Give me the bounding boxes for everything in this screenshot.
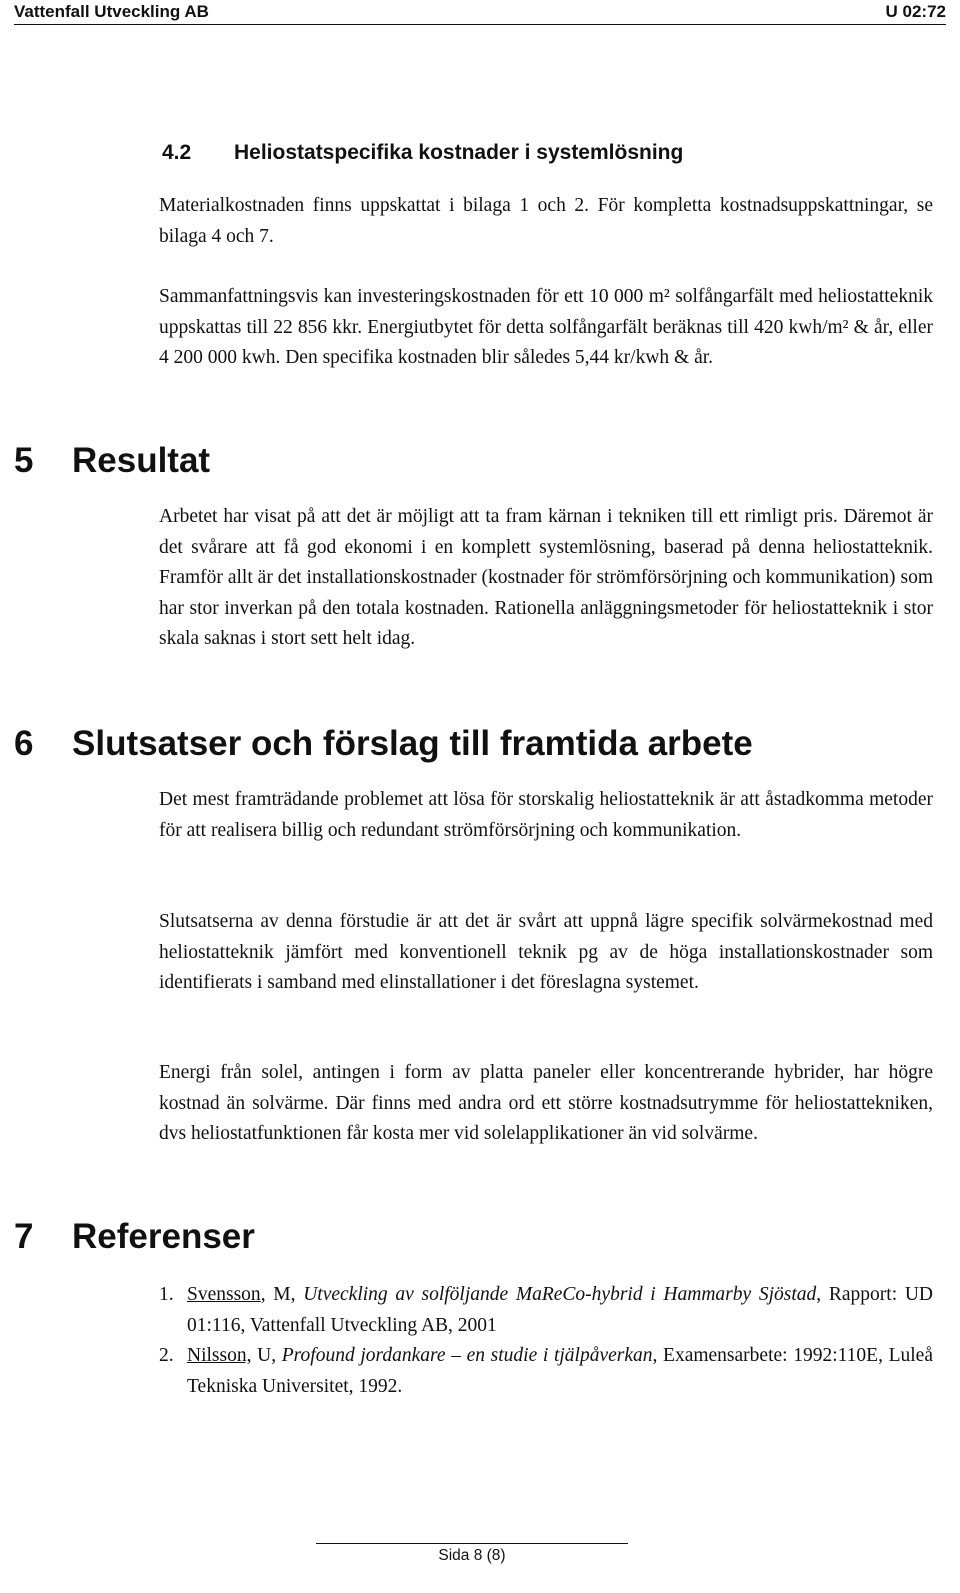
reference-number: 1. [159,1284,174,1305]
section-7-heading [14,1217,255,1257]
reference-initial: U, [251,1345,282,1366]
reference-author: Svensson [187,1284,261,1305]
section-number: 4.2 [162,141,192,164]
reference-details: , Rapport: UD 01:116, Vattenfall Utveckling AB, 2001 [187,1284,933,1336]
reference-title: Profound jordankare – en studie i tjälpåverkan [281,1345,653,1366]
reference-item [159,1341,933,1402]
paragraph: Energi från solel, antingen i form av platta paneler eller koncentrerande hybrider, har högre kostnad än solvärme. Där finns med andra ord ett större kostnadsutrymme för heliostattekniken, dvs heliostatfunktionen får kosta mer vid solelapplikationer än vid solvärme. [159,1062,933,1144]
section-number: 7 [14,1217,34,1256]
paragraph: Arbetet har visat på att det är möjligt att ta fram kärnan i tekniken till ett rimligt pris. Däremot är det svårare att få god ekonomi i en komplett systemlösning, baserad på denna heliostatteknik. Framför allt är det installationskostnader (kostnader för strömförsörjning och kommunikation) som har stor inverkan på den totala kostnaden. Rationella anläggningsmetoder för heliostatteknik i stor skala saknas i stort sett helt idag. [159,506,933,649]
page-number: Sida 8 (8) [438,1547,506,1564]
header-organization: Vattenfall Utveckling AB [14,2,209,21]
reference-list [159,1280,933,1402]
header-report-number: U 02:72 [885,2,946,21]
section-title: Slutsatser och förslag till framtida arbete [72,724,753,763]
section-title: Resultat [72,441,211,480]
reference-title: Utveckling av solföljande MaReCo-hybrid i Hammarby Sjöstad [303,1284,817,1305]
page-header [14,0,946,24]
section-4-2-heading [162,141,683,165]
section-5-heading [14,441,210,481]
reference-number: 2. [159,1345,174,1366]
reference-details: , Examensarbete: 1992:110E, Luleå Tekniska Universitet, 1992. [187,1345,933,1397]
paragraph: Slutsatserna av denna förstudie är att det är svårt att uppnå lägre specifik solvärmekostnad med heliostatteknik jämfört med konventionell teknik pg av de höga installationskostnader som identifierats i samband med elinstallationer i det föreslagna systemet. [159,911,933,993]
reference-author: Nilsson, [187,1345,252,1366]
section-title: Referenser [72,1217,255,1256]
header-divider [14,24,946,25]
section-6-heading [14,724,753,764]
section-title: Heliostatspecifika kostnader i systemlösning [234,141,684,164]
paragraph: Det mest framträdande problemet att lösa för storskalig heliostatteknik är att åstadkomma metoder för att realisera billig och redundant strömförsörjning och kommunikation. [159,789,933,841]
footer-divider [316,1543,628,1544]
reference-item [159,1280,933,1341]
section-number: 6 [14,724,34,763]
section-number: 5 [14,441,34,480]
paragraph: Materialkostnaden finns uppskattat i bilaga 1 och 2. För kompletta kostnadsuppskattningar, se bilaga 4 och 7. [159,195,933,247]
reference-initial: , M, [260,1284,304,1305]
paragraph: Sammanfattningsvis kan investeringskostnaden för ett 10 000 m² solfångarfält med heliostatteknik uppskattas till 22 856 kkr. Energiutbytet för detta solfångarfält beräknas till 420 kwh/m² & år, eller 4 200 000 kwh. Den specifika kostnaden blir således 5,44 kr/kwh & år. [159,286,933,368]
